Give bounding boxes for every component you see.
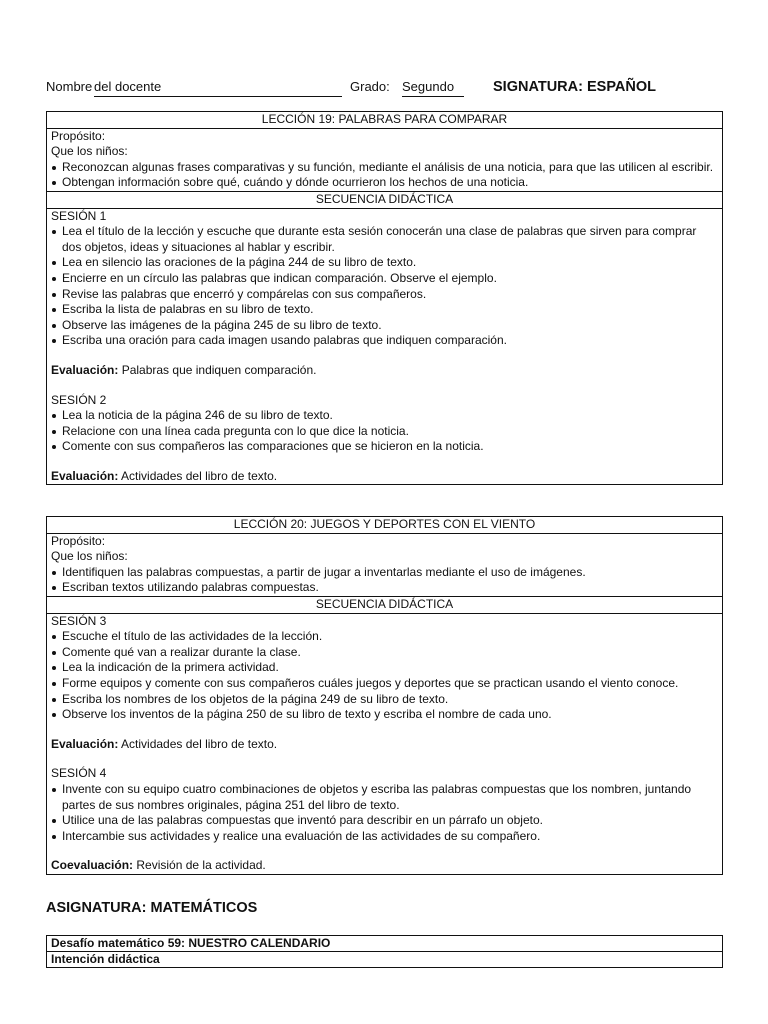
list-item: Escriba los nombres de los objetos de la página 249 de su libro de texto. [51, 692, 718, 708]
secuencia-heading: SECUENCIA DIDÁCTICA [47, 596, 723, 613]
evaluation-2 [51, 469, 718, 485]
list-item: Lea el título de la lección y escuche que durante esta sesión conocerán una clase de palabras que sirven para comprar dos objetos, ideas y situaciones al hablar y escribir. [51, 224, 718, 255]
purpose-list [51, 565, 718, 596]
evaluation-3 [51, 737, 718, 753]
list-item: Lea la noticia de la página 246 de su libro de texto. [51, 408, 718, 424]
session-4-list [51, 782, 718, 844]
matematicas-heading: ASIGNATURA: MATEMÁTICOS [46, 900, 258, 916]
list-item: Invente con su equipo cuatro combinaciones de objetos y escriba las palabras compuestas que los nombren, juntando partes de sus nombres originales, página 251 del libro de texto. [51, 782, 718, 813]
list-item: Escuche el título de las actividades de la lección. [51, 629, 718, 645]
lesson-20-table [46, 516, 723, 875]
evaluation-1 [51, 363, 718, 379]
session-2-title: SESIÓN 2 [51, 392, 107, 407]
evaluation-label: Evaluación: [51, 362, 119, 377]
list-item: Lea la indicación de la primera actividad. [51, 660, 718, 676]
purpose-list [51, 160, 718, 191]
list-item: Escriba la lista de palabras en su libro de texto. [51, 302, 718, 318]
list-item: Encierre en un círculo las palabras que indican comparación. Observe el ejemplo. [51, 271, 718, 287]
list-item: Utilice una de las palabras compuestas que inventó para describir en un párrafo un objeto. [51, 813, 718, 829]
list-item: Escriban textos utilizando palabras compuestas. [51, 580, 718, 596]
list-item: Comente con sus compañeros las comparaciones que se hicieron en la noticia. [51, 439, 718, 455]
evaluation-text: Actividades del libro de texto. [118, 736, 278, 751]
session-4-title: SESIÓN 4 [51, 766, 107, 781]
session-3-list [51, 629, 718, 723]
matematicas-table [46, 935, 723, 968]
document-header [46, 78, 726, 100]
lesson-19-table [46, 111, 723, 485]
lesson-19-purpose-cell [47, 128, 723, 191]
grado-label: Grado: [350, 79, 390, 94]
session-2-list [51, 408, 718, 455]
lesson-19-title: LECCIÓN 19: PALABRAS PARA COMPARAR [47, 112, 723, 129]
list-item: Escriba una oración para cada imagen usando palabras que indiquen comparación. [51, 333, 718, 349]
lesson-19-sessions-cell [47, 208, 723, 485]
evaluation-4 [51, 858, 718, 874]
signatura-title: SIGNATURA: ESPAÑOL [493, 79, 656, 95]
list-item: Obtengan información sobre qué, cuándo y dónde ocurrieron los hechos de una noticia. [51, 175, 718, 191]
evaluation-label: Evaluación: [51, 736, 119, 751]
session-3-title: SESIÓN 3 [51, 613, 107, 628]
secuencia-heading: SECUENCIA DIDÁCTICA [47, 191, 723, 208]
grado-field: Segundo [402, 78, 464, 97]
lesson-20-sessions-cell [47, 613, 723, 874]
list-item: Identifiquen las palabras compuestas, a partir de jugar a inventarlas mediante el uso de imágenes. [51, 565, 718, 581]
nombre-field: del docente [94, 78, 342, 97]
list-item: Comente qué van a realizar durante la clase. [51, 645, 718, 661]
list-item: Forme equipos y comente con sus compañeros cuáles juegos y deportes que se practican usando el viento conoce. [51, 676, 718, 692]
evaluation-label: Coevaluación: [51, 858, 134, 873]
session-1-title: SESIÓN 1 [51, 208, 107, 223]
nombre-label: Nombre [46, 79, 93, 94]
list-item: Intercambie sus actividades y realice una evaluación de las actividades de su compañero. [51, 829, 718, 845]
proposito-label: Propósito: [51, 128, 106, 143]
lesson-20-title: LECCIÓN 20: JUEGOS Y DEPORTES CON EL VIENTO [47, 517, 723, 534]
list-item: Observe los inventos de la página 250 de su libro de texto y escriba el nombre de cada uno. [51, 707, 718, 723]
evaluation-text: Actividades del libro de texto. [118, 468, 278, 483]
lesson-20-purpose-cell [47, 533, 723, 596]
que-label: Que los niños: [51, 144, 128, 159]
evaluation-text: Revisión de la actividad. [133, 858, 266, 873]
intencion-label: Intención didáctica [47, 952, 723, 968]
list-item: Reconozcan algunas frases comparativas y su función, mediante el análisis de una noticia, para que las utilicen al escribir. [51, 160, 718, 176]
list-item: Revise las palabras que encerró y compárelas con sus compañeros. [51, 287, 718, 303]
evaluation-label: Evaluación: [51, 468, 119, 483]
list-item: Observe las imágenes de la página 245 de su libro de texto. [51, 318, 718, 334]
session-1-list [51, 224, 718, 349]
proposito-label: Propósito: [51, 533, 106, 548]
list-item: Lea en silencio las oraciones de la página 244 de su libro de texto. [51, 255, 718, 271]
desafio-title: Desafío matemático 59: NUESTRO CALENDARIO [47, 936, 723, 952]
evaluation-text: Palabras que indiquen comparación. [118, 362, 317, 377]
que-label: Que los niños: [51, 549, 128, 564]
list-item: Relacione con una línea cada pregunta con lo que dice la noticia. [51, 424, 718, 440]
